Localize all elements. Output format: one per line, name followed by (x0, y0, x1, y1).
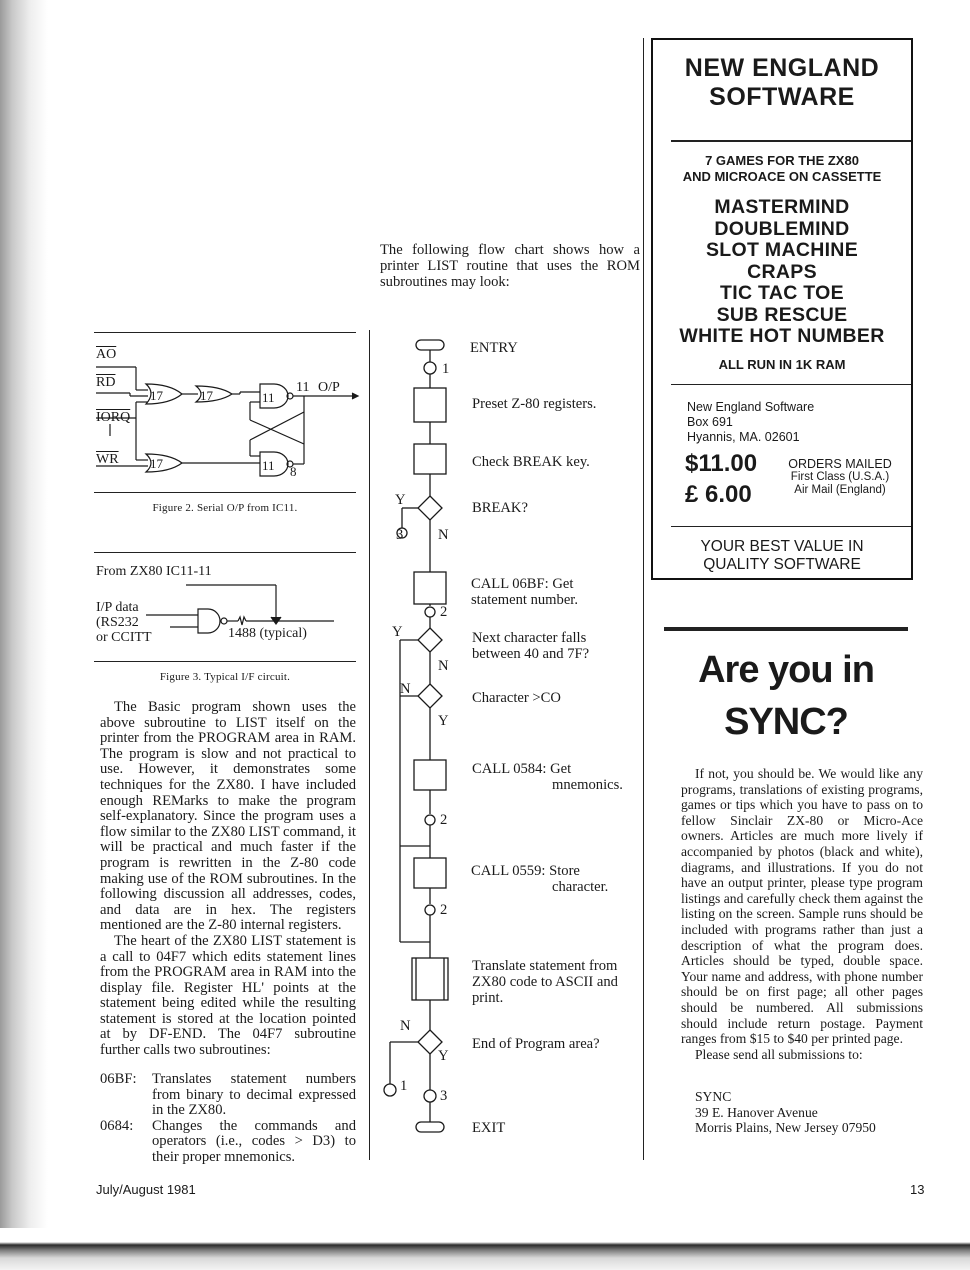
fig3-input-lines (96, 600, 152, 645)
fc-step-break-question: BREAK? (472, 500, 528, 516)
fc-step-preset: Preset Z-80 registers. (472, 396, 597, 412)
ad-game-title: SLOT MACHINE (705, 239, 858, 261)
ad-shipping-line: First Class (U.S.A.) (790, 471, 890, 483)
sync-paragraph: If not, you should be. We would like any programs, translations of existing programs, games or tips which you have to pass on to fellow Sinclair ZX-80 or Micro-Ace owners. Articles are much more lively if accompanied by photos (black and white), diagrams, and illustrations. If you do not have an output printer, please type program listings and carefully check them against the listing on the screen. Sample runs should be included with programs rather than just a description of what the program does. Articles should be typed, double space. Your name and address, with phone number should be on first page; all other pages should be numbered. All submissions should include return postage. Payment ranges from $15 to $40 per printed page. (681, 766, 923, 1047)
sync-top-rule (664, 627, 908, 631)
fc-yes-mark: Y (438, 713, 449, 729)
ad-shipping (777, 458, 903, 497)
subroutine-code: 06BF: (100, 1071, 137, 1087)
subroutine-item (100, 1072, 356, 1119)
fig2-signal-rd: $\overline{RD}$ (96, 375, 116, 390)
ad-slogan-line: YOUR BEST VALUE IN (700, 538, 864, 555)
sync-headline-line: SYNC? (724, 701, 848, 743)
fc-yes-mark: Y (392, 624, 403, 640)
ad-title (653, 54, 911, 112)
ad-address-line: Box 691 (687, 415, 733, 429)
ad-subtitle-line: 7 GAMES FOR THE ZX80 (705, 153, 859, 168)
subroutine-list (100, 1072, 356, 1166)
fc-no-mark: N (400, 1018, 411, 1034)
sync-address-line: SYNC (695, 1089, 732, 1104)
figure2-caption: Figure 2. Serial O/P from IC11. (152, 502, 298, 514)
fc-step-translate: Translate statement from ZX80 code to ASCII and print. (472, 958, 618, 1006)
new-england-software-ad (651, 38, 913, 580)
figure2-circuit-diagram (90, 340, 362, 490)
flowchart-diagram (372, 332, 472, 1142)
fc-connector-3: 3 (396, 527, 404, 543)
fc-step-end-question: End of Program area? (472, 1036, 600, 1052)
subroutine-description: Translates statement numbers from binary to decimal expressed in the ZX80. (152, 1071, 356, 1119)
ad-divider (671, 526, 911, 527)
sync-headline-line: Are you in (698, 649, 874, 691)
subroutine-description: Changes the commands and operators (i.e., codes > D3) to their proper mnemonics. (152, 1117, 356, 1165)
footer-page-number: 13 (910, 1182, 925, 1197)
ad-game-title: MASTERMIND (714, 196, 850, 218)
ad-divider (671, 384, 911, 385)
figure3-top-rule (94, 552, 356, 553)
ad-shipping-line: Air Mail (England) (794, 484, 886, 496)
ad-ram-note: ALL RUN IN 1K RAM (718, 357, 846, 372)
figure2-bottom-rule (94, 492, 356, 493)
fc-step-char-gt-co: Character >CO (472, 690, 561, 706)
fc-step-call-06bf: CALL 06BF: Get statement number. (471, 576, 578, 608)
figure2-top-rule (94, 332, 356, 333)
flowchart-intro: The following flow chart shows how a printer LIST routine that uses the ROM subroutines may look: (380, 242, 640, 290)
fc-connector-3: 3 (440, 1088, 448, 1104)
ad-title-line: SOFTWARE (709, 83, 855, 111)
ad-address-line: Hyannis, MA. 02601 (687, 430, 800, 444)
fc-step-call-0584: CALL 0584: Get (472, 761, 572, 777)
ad-subtitle-line: AND MICROACE ON CASSETTE (682, 169, 882, 184)
fig2-gate-label: 17 (150, 388, 163, 403)
article-paragraph: The Basic program shown uses the above subroutine to LIST itself on the printer from the PROGRAM area in RAM. The program is slow and not practical to use. However, it demonstrates some techniques for the ZX80. I have included enough REMarks to make the program self-explanatory. Since the program uses a flow similar to the ZX80 LIST command, it will be practical and much faster if the program is rewritten in the Z-80 code making use of the ROM subroutines. In the following discussion all addresses, codes, and data are in hex. The registers mentioned are the Z-80 internal registers. (100, 699, 356, 934)
fc-connector-1: 1 (400, 1078, 408, 1094)
sync-body (681, 766, 923, 1062)
article-body (100, 700, 356, 1059)
fc-yes-mark: Y (395, 492, 406, 508)
sync-send-line: Please send all submissions to: (695, 1046, 863, 1062)
ad-game-list (653, 197, 911, 348)
fig2-signal-iorq: IORQ (96, 410, 131, 425)
ad-game-title: SUB RESCUE (716, 303, 848, 326)
ad-price-us: $11.00 (685, 450, 758, 477)
sync-headline (664, 644, 908, 748)
ad-shipping-line: ORDERS MAILED (788, 457, 892, 471)
column-divider-right (643, 38, 644, 1160)
article-paragraph: The heart of the ZX80 LIST statement is a call to 04F7 which edits statement lines from the PROGRAM area in RAM into the display file. Register HL' points at the statement being edited while the resulting statement is stored at the location pointed at by DF-END. The 04F7 subroutine further calls two subroutines: (100, 932, 356, 1059)
fc-step-exit: EXIT (472, 1120, 506, 1136)
fig2-lower-pin: 8 (290, 464, 297, 479)
figure3-bottom-rule (94, 661, 356, 662)
ad-divider (671, 140, 911, 142)
ad-slogan (653, 538, 911, 574)
ad-game-title: DOUBLEMIND (714, 217, 850, 240)
ad-game-title: TIC TAC TOE (720, 282, 844, 304)
ad-subtitle (653, 153, 911, 185)
fig2-gate-label: 17 (150, 456, 163, 471)
ad-price-uk: £ 6.00 (685, 481, 752, 508)
ad-address (653, 400, 911, 445)
fc-yes-mark: Y (438, 1048, 449, 1064)
subroutine-item (100, 1119, 356, 1166)
fig2-signal-wr: $\overline{WR}$ (96, 452, 119, 467)
sync-address (695, 1089, 876, 1136)
fig2-signal-ao: $\overline{AO}$ (96, 347, 117, 362)
fc-no-mark: N (400, 681, 411, 697)
page-bottom-edge (0, 1228, 970, 1270)
ad-address-line: New England Software (687, 400, 815, 414)
fc-step-check-break: Check BREAK key. (472, 454, 590, 470)
ad-game-title: WHITE HOT NUMBER (679, 325, 885, 347)
fc-no-mark: N (438, 527, 449, 543)
ad-game-title: CRAPS (747, 260, 817, 283)
fig2-gate-label: 11 (262, 458, 275, 473)
column-divider-left (369, 330, 370, 1160)
fig2-gate-label: 11 (262, 390, 275, 405)
fig3-header: From ZX80 IC11-11 (96, 564, 212, 579)
fc-connector-2: 2 (440, 604, 448, 620)
ad-slogan-line: QUALITY SOFTWARE (703, 556, 861, 573)
fig3-input-line: (RS232 (96, 615, 139, 630)
fc-step-call-0559-cont: character. (552, 879, 609, 895)
subroutine-code: 0684: (100, 1117, 134, 1134)
fc-connector-2: 2 (440, 812, 448, 828)
fc-step-entry: ENTRY (470, 340, 518, 356)
fc-step-call-0584-cont: mnemonics. (552, 777, 623, 793)
footer-date: July/August 1981 (96, 1182, 196, 1197)
sync-address-line: 39 E. Hanover Avenue (695, 1104, 818, 1120)
sync-address-line: Morris Plains, New Jersey 07950 (695, 1120, 876, 1136)
fig2-gate-label: 17 (200, 388, 213, 403)
page-edge-shadow (0, 0, 48, 1270)
fc-connector-1: 1 (442, 361, 450, 377)
fc-no-mark: N (438, 658, 449, 674)
fig3-input-line: or CCITT (96, 630, 152, 645)
figure3-caption: Figure 3. Typical I/F circuit. (159, 671, 291, 683)
fig3-part-label: 1488 (typical) (228, 626, 307, 641)
fig2-output-label: O/P (318, 380, 340, 395)
fig3-input-line: I/P data (96, 600, 139, 615)
fc-connector-2: 2 (440, 902, 448, 918)
fig2-output-pin: 11 (296, 380, 310, 395)
fc-step-call-0559: CALL 0559: Store (471, 863, 580, 879)
fc-step-next-char: Next character falls between 40 and 7F? (472, 630, 590, 662)
ad-title-line: NEW ENGLAND (684, 54, 880, 82)
